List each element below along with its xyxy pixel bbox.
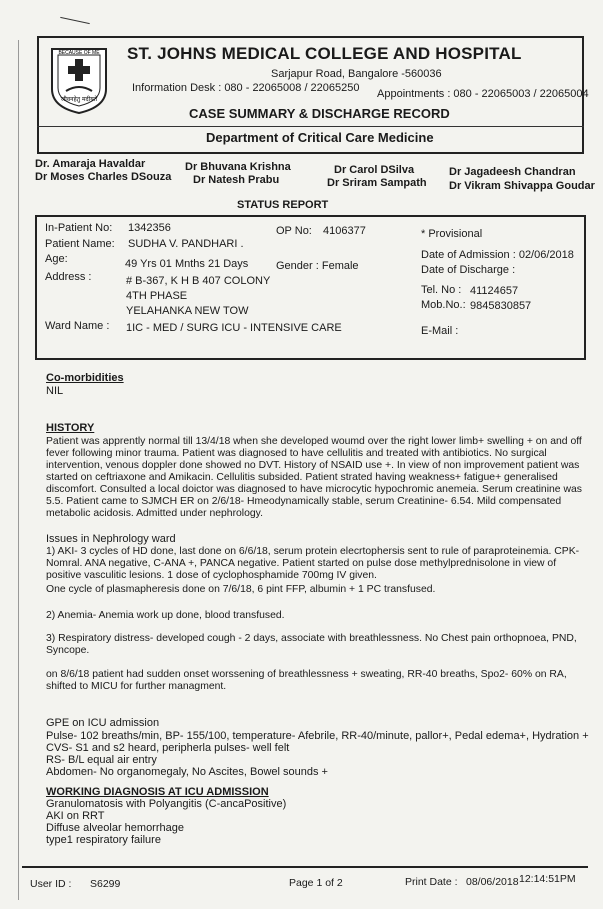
gpe-pulse: Pulse- 102 breaths/min, BP- 155/100, temperature- Afebrile, RR-40/minute, pallor+, Pedal edema+, Hydration + <box>46 730 589 742</box>
hospital-logo <box>46 45 112 115</box>
comorbidities-value: NIL <box>46 385 64 397</box>
gpe-title: GPE on ICU admission <box>46 717 160 729</box>
user-id-label: User ID : <box>30 878 72 890</box>
nephrology-item: 1) AKI- 3 cycles of HD done, last done on 6/6/18, serum protein elecrtophersis sent to rule of paraproteinemia. CPK- Nomral. ANA negative, C-ANA +, PANCA negative. Patient started on pulse dose methylprednisolone in view of positive vasculitic lesions. 1 dose of cyclophosphamide 700mg IV given. <box>46 546 580 581</box>
status-report-label: STATUS REPORT <box>237 199 329 211</box>
gpe-abdomen: Abdomen- No organomegaly, No Ascites, Bowel sounds + <box>46 766 328 778</box>
diagnosis-item: AKI on RRT <box>46 810 105 822</box>
nephrology-title: Issues in Nephrology ward <box>46 533 176 545</box>
mobile-number: 9845830857 <box>470 300 532 312</box>
discharge-date: Date of Discharge : <box>421 264 516 276</box>
op-no: 4106377 <box>323 225 366 237</box>
document-title: CASE SUMMARY & DISCHARGE RECORD <box>189 106 450 121</box>
page-edge <box>18 40 19 900</box>
print-date: 08/06/2018 <box>466 876 519 888</box>
address-label: Address : <box>45 271 92 283</box>
comorbidities-title: Co-morbidities <box>46 372 124 384</box>
address-line-3: YELAHANKA NEW TOW <box>126 305 249 317</box>
ward-label: Ward Name : <box>45 320 110 332</box>
tel-number: 41124657 <box>470 285 519 297</box>
hospital-address: Sarjapur Road, Bangalore -560036 <box>271 68 442 80</box>
nephrology-item: One cycle of plasmapheresis done on 7/6/18, 6 pint FFP, albumin + 1 PC transfused. <box>46 584 436 595</box>
appointments: Appointments : 080 - 22065003 / 22065004 <box>377 88 589 100</box>
nephrology-item: 2) Anemia- Anemia work up done, blood transfused. <box>46 610 285 621</box>
page-number: Page 1 of 2 <box>289 877 343 889</box>
svg-text:BECAUSE OF ME: BECAUSE OF ME <box>58 50 100 56</box>
print-time: 12:14:51PM <box>519 873 576 885</box>
pen-mark <box>60 17 90 24</box>
doctor-name: Dr Vikram Shivappa Goudar <box>449 180 595 192</box>
mobile-label: Mob.No.: <box>421 299 466 311</box>
email-label: E-Mail : <box>421 325 459 337</box>
gpe-rs: RS- B/L equal air entry <box>46 754 157 766</box>
information-desk: Information Desk : 080 - 22065008 / 22065250 <box>132 82 360 94</box>
op-label: OP No: <box>276 225 312 237</box>
diagnosis-title: WORKING DIAGNOSIS AT ICU ADMISSION <box>46 786 269 798</box>
doctor-name: Dr Moses Charles DSouza <box>35 171 172 183</box>
doctor-name: Dr Bhuvana Krishna <box>185 161 291 173</box>
diagnosis-item: Granulomatosis with Polyangitis (C-ancaPositive) <box>46 798 287 810</box>
doctor-name: Dr Sriram Sampath <box>327 177 427 189</box>
inpatient-no: 1342356 <box>128 222 171 234</box>
patient-age: 49 Yrs 01 Mnths 21 Days <box>125 258 249 270</box>
inpatient-label: In-Patient No: <box>45 222 113 234</box>
provisional-label: * Provisional <box>421 228 483 240</box>
doctor-name: Dr Jagadeesh Chandran <box>449 166 576 178</box>
admission-date: Date of Admission : 02/06/2018 <box>421 249 574 261</box>
doctor-name: Dr Natesh Prabu <box>193 174 280 186</box>
address-line-1: # B-367, K H B 407 COLONY <box>126 275 271 287</box>
gpe-cvs: CVS- S1 and s2 heard, peripherla pulses- well felt <box>46 742 290 754</box>
tel-label: Tel. No : <box>421 284 462 296</box>
doctor-name: Dr Carol DSilva <box>334 164 415 176</box>
diagnosis-item: Diffuse alveolar hemorrhage <box>46 822 184 834</box>
department-name: Department of Critical Care Medicine <box>206 130 434 145</box>
svg-text:जीवनहेतु मदीयते: जीवनहेतु मदीयते <box>60 96 98 103</box>
address-line-2: 4TH PHASE <box>126 290 188 302</box>
history-text: Patient was apprently normal till 13/4/18 when she developed woumd over the right lower limb+ swelling + on and off fever following minor trauma. Patient was diagnosed to have cellulitis and treated with antibiotics. No surgical intervention, venous doppler done showed no DVT. History of NSAID use +. In view of non improvement patient was started on ceftriaxone and Amikacin. Cellulitis subsided. Patient strated having weakness+ fatigue+ generalised discomfort. Consulted a local doictor was diagnosed to have microcytic hypochromic anemeia. Serum creatinine was 5.5. Patient came to SJMCH ER on 2/6/18- Hmeodynamically stable, serum Creatinine- 6.54. Mild compensated metabolic acidosis. Admitted under nephrology. <box>46 436 582 519</box>
diagnosis-item: type1 respiratory failure <box>46 834 161 846</box>
history-title: HISTORY <box>46 422 95 434</box>
nephrology-item: 3) Respiratory distress- developed cough - 2 days, associate with breathlessness. No Chest pain orthopnoea, PND, Syncope. <box>46 633 577 656</box>
footer-divider <box>22 866 588 868</box>
doctor-name: Dr. Amaraja Havaldar <box>35 158 146 170</box>
name-label: Patient Name: <box>45 238 115 250</box>
nephrology-item: on 8/6/18 patient had sudden onset worssening of breathlessness + sweating, RR-40 breaths, Spo2- 60% on RA, shifted to MICU for further managment. <box>46 669 567 692</box>
hospital-name: ST. JOHNS MEDICAL COLLEGE AND HOSPITAL <box>127 44 522 63</box>
user-id: S6299 <box>90 878 121 890</box>
print-date-label: Print Date : <box>405 876 458 888</box>
age-label: Age: <box>45 253 68 265</box>
divider <box>37 126 584 127</box>
patient-gender: Gender : Female <box>276 260 359 272</box>
patient-name: SUDHA V. PANDHARI . <box>128 238 244 250</box>
ward-name: 1IC - MED / SURG ICU - INTENSIVE CARE <box>126 322 342 334</box>
